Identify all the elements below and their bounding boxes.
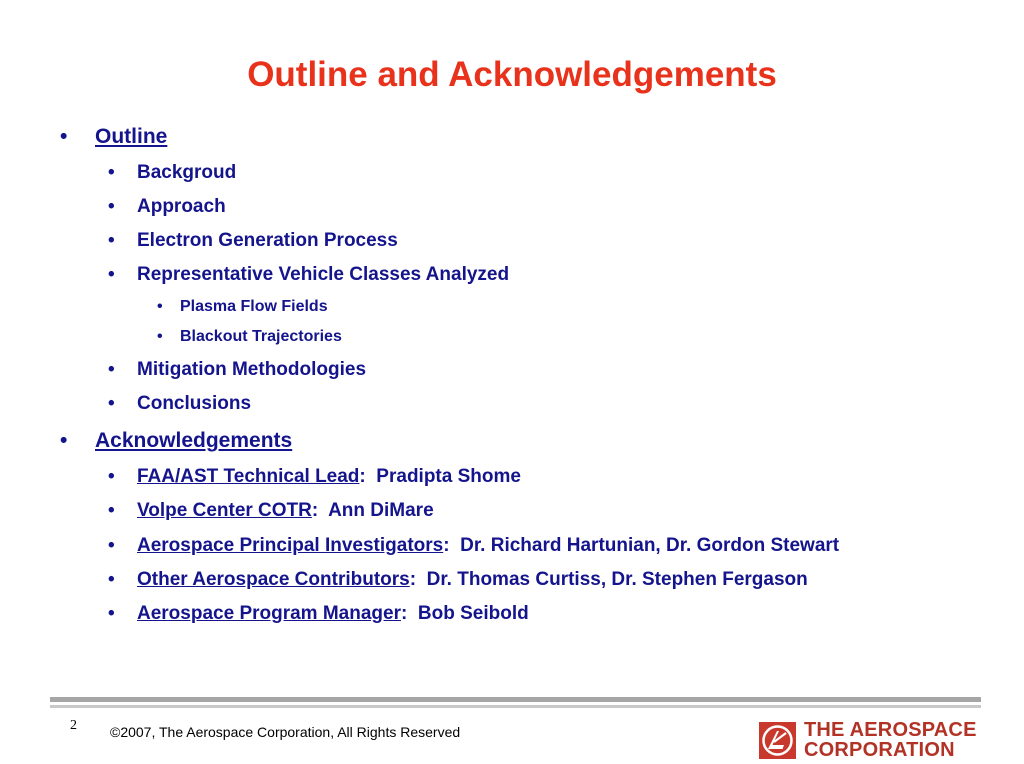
company-logo-text [804,720,977,760]
bullet: • [157,298,163,315]
outline-heading: Outline [95,125,168,148]
bullet: • [108,500,115,521]
logo-line-1: THE AEROSPACE [804,719,977,741]
acknowledgements-heading: Acknowledgements [95,429,293,452]
acknowledgement-names: : Dr. Thomas Curtiss, Dr. Stephen Fergason [409,569,808,590]
acknowledgement-role: FAA/AST Technical Lead [137,466,360,487]
acknowledgement-entry [137,568,808,592]
outline-item-label: Approach [137,196,226,217]
acknowledgement-role: Other Aerospace Contributors [137,569,410,590]
acknowledgement-names: : Bob Seibold [401,603,529,624]
bullet: • [60,125,68,148]
bullet: • [108,569,115,590]
page-number: 2 [70,718,77,733]
aerospace-logo-icon [759,722,796,759]
copyright-notice: ©2007, The Aerospace Corporation, All Rights Reserved [110,724,461,740]
bullet: • [108,393,115,414]
acknowledgement-entry [137,465,521,489]
acknowledgement-names: : Pradipta Shome [359,466,521,487]
bullet: • [108,603,115,624]
bullet: • [108,535,115,556]
bullet: • [108,196,115,217]
acknowledgement-role: Aerospace Principal Investigators [137,535,444,556]
acknowledgement-entry [137,499,434,523]
bullet: • [108,230,115,251]
outline-item-label: Conclusions [137,393,252,414]
outline-item-label: Mitigation Methodologies [137,359,367,380]
bullet: • [157,328,163,345]
bullet: • [60,429,68,452]
logo-line-2: CORPORATION [804,739,955,761]
acknowledgement-role: Aerospace Program Manager [137,603,401,624]
bullet: • [108,162,115,183]
outline-subitem-label: Blackout Trajectories [180,328,342,345]
acknowledgement-entry [137,534,839,558]
acknowledgement-role: Volpe Center COTR [137,500,312,521]
bullet: • [108,359,115,380]
acknowledgement-names: : Ann DiMare [311,500,434,521]
outline-item-label: Backgroud [137,162,237,183]
slide-title: Outline and Acknowledgements [247,55,777,94]
outline-subitem-label: Plasma Flow Fields [180,298,328,315]
bullet: • [108,264,115,285]
acknowledgement-entry [137,602,529,626]
outline-item-label: Electron Generation Process [137,230,398,251]
bullet: • [108,466,115,487]
footer-divider [50,697,981,702]
footer-divider-secondary [50,705,981,708]
acknowledgement-names: : Dr. Richard Hartunian, Dr. Gordon Stewart [443,535,840,556]
outline-item-label: Representative Vehicle Classes Analyzed [137,264,510,285]
